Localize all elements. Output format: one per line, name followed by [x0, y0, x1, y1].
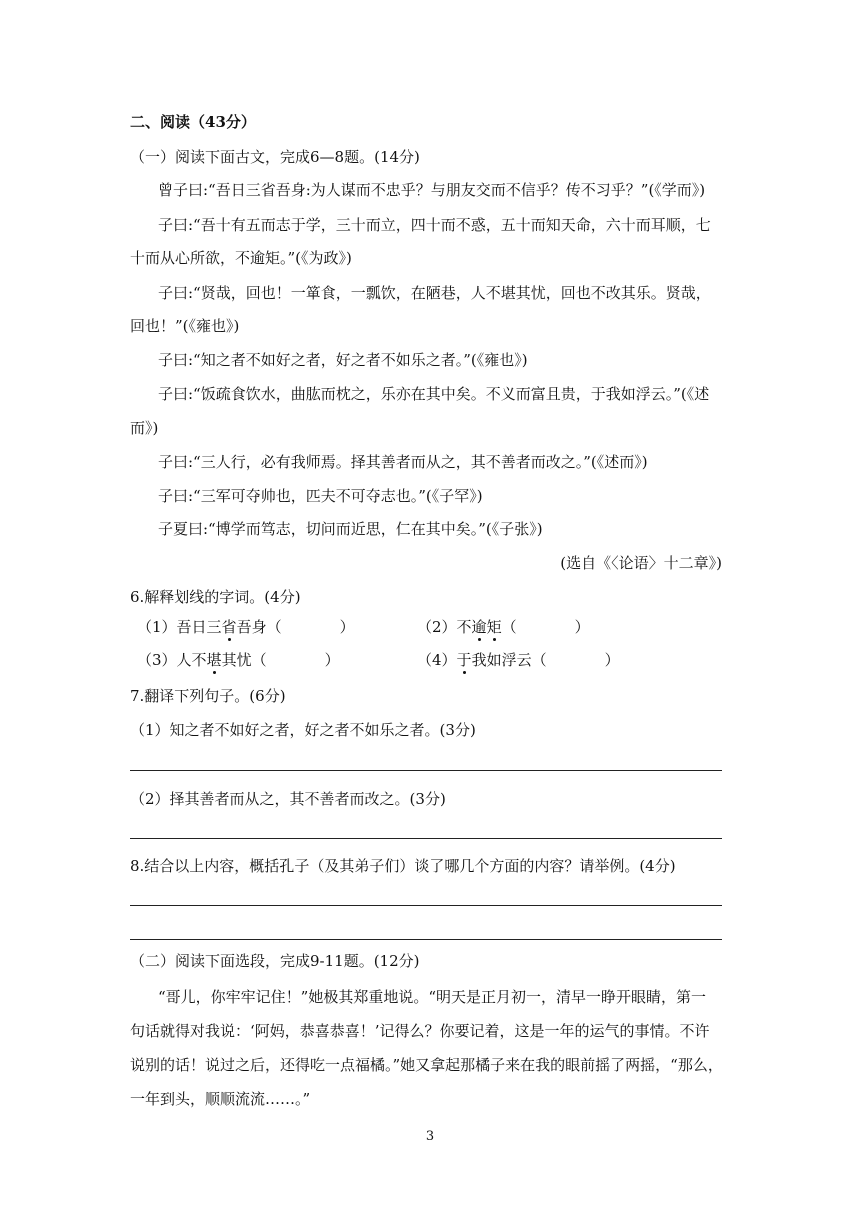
passage-line: 子夏曰:“博学而笃志，切问而近思，仁在其中矣。”(《子张》)	[158, 520, 543, 538]
passage-line: 子曰:“饭疏食饮水，曲肱而枕之，乐亦在其中矣。不义而富且贵，于我如浮云。”(《述	[158, 385, 710, 403]
passage-source: (选自《〈论语〉十二章》)	[560, 554, 722, 572]
q6-item-4: （4）于我如浮云（ ）	[417, 651, 620, 669]
passage-line: 句话就得对我说：‘阿妈，恭喜恭喜！’记得么？你要记着，这是一年的运气的事情。不许	[130, 1022, 710, 1040]
q6-stem: 6.解释划线的字词。(4分)	[130, 588, 301, 606]
q6-item-2: （2）不逾矩（ ）	[417, 618, 590, 636]
q6-item-3: （3）人不堪其忧（ ）	[137, 651, 340, 669]
emphasized-word: 堪	[206, 651, 222, 669]
part2-heading: （二）阅读下面选段，完成9-11题。(12分)	[130, 952, 420, 970]
emphasized-word: 逾	[471, 618, 487, 636]
answer-line[interactable]	[130, 770, 722, 771]
passage-line: “哥儿，你牢牢记住！”她极其郑重地说。“明天是正月初一，清早一睁开眼睛，第一	[158, 988, 707, 1006]
passage-line: 十而从心所欲，不逾矩。”(《为政》)	[130, 249, 352, 267]
q7-stem: 7.翻译下列句子。(6分)	[130, 687, 286, 705]
passage-line: 回也！”(《雍也》)	[130, 317, 240, 335]
emphasized-word: 于	[456, 651, 472, 669]
passage-line: 子曰:“吾十有五而志于学，三十而立，四十而不惑，五十而知天命，六十而耳顺，七	[158, 216, 711, 234]
passage-line: 一年到头，顺顺流流……。”	[130, 1090, 311, 1108]
passage-line: 曾子曰:“吾日三省吾身:为人谋而不忠乎？与朋友交而不信乎？传不习乎？”(《学而》)	[158, 181, 706, 199]
passage-line: 子曰:“三军可夺帅也，匹夫不可夺志也。”(《子罕》)	[158, 487, 483, 505]
passage-line: 说别的话！说过之后，还得吃一点福橘。”她又拿起那橘子来在我的眼前摇了两摇，“那么，	[130, 1056, 723, 1074]
passage-line: 子曰:“知之者不如好之者，好之者不如乐之者。”(《雍也》)	[158, 351, 528, 369]
passage-line: 而》)	[130, 419, 159, 437]
answer-line[interactable]	[130, 838, 722, 839]
emphasized-word: 矩	[486, 618, 502, 636]
part1-heading: （一）阅读下面古文，完成6—8题。(14分)	[130, 148, 420, 166]
q7-sentence-2: （2）择其善者而从之，其不善者而改之。(3分)	[130, 790, 446, 808]
passage-line: 子曰:“三人行，必有我师焉。择其善者而从之，其不善者而改之。”(《述而》)	[158, 453, 648, 471]
q6-item-1: （1）吾日三省吾身（ ）	[137, 618, 355, 636]
q8-stem: 8.结合以上内容，概括孔子（及其弟子们）谈了哪几个方面的内容？请举例。(4分)	[130, 857, 676, 875]
answer-line[interactable]	[130, 939, 722, 940]
emphasized-word: 省	[221, 618, 237, 636]
passage-line: 子曰:“贤哉，回也！一箪食，一瓢饮，在陋巷，人不堪其忧，回也不改其乐。贤哉，	[158, 284, 711, 302]
page-number: 3	[425, 1129, 435, 1144]
answer-line[interactable]	[130, 905, 722, 906]
q7-sentence-1: （1）知之者不如好之者，好之者不如乐之者。(3分)	[130, 721, 476, 739]
section-title: 二、阅读（43分）	[130, 113, 256, 131]
